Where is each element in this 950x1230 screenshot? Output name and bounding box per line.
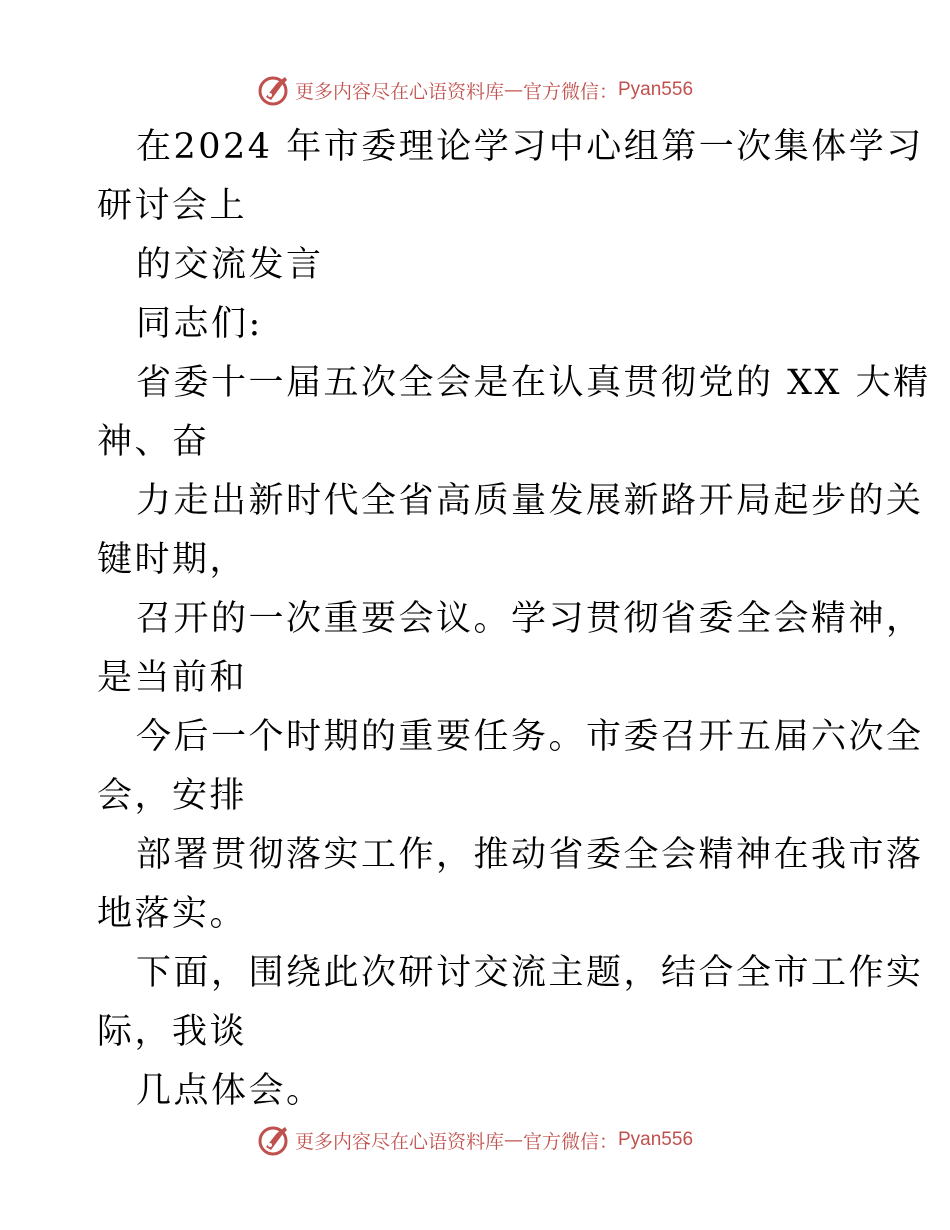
text-line: 召开的一次重要会议。学习贯彻省委全会精神， [136, 599, 924, 639]
text-line: 部署贯彻落实工作，推动省委全会精神在我市落 [136, 835, 924, 875]
text-line: 力走出新时代全省高质量发展新路开局起步的关 [136, 481, 924, 521]
watermark-sub-text: 官方微信： [522, 1130, 618, 1153]
watermark-id: Pyan556 [618, 79, 694, 100]
footer-watermark [0, 1120, 950, 1160]
text-line: 地落实。 [97, 894, 248, 934]
text-line: 研讨会上 [97, 186, 248, 226]
pen-nib-circle-icon [257, 1123, 291, 1157]
text-line: 的交流发言 [136, 245, 324, 285]
text-line: 下面，围绕此次研讨交流主题，结合全市工作实 [136, 953, 924, 993]
watermark-main-text: 更多内容尽在心语资料库 [294, 1130, 504, 1153]
text-line: 几点体会。 [136, 1071, 324, 1111]
text-line: 是当前和 [97, 658, 248, 698]
text-line: 同志们: [136, 304, 263, 344]
text-line: 际，我谈 [97, 1012, 248, 1052]
watermark-dash: — [503, 79, 523, 101]
watermark-dash: — [503, 1129, 523, 1151]
text-line: 神、奋 [97, 422, 210, 462]
watermark-main-text: 更多内容尽在心语资料库 [294, 80, 504, 103]
pen-nib-circle-icon [257, 73, 291, 107]
watermark-id: Pyan556 [618, 1129, 694, 1150]
text-line: 会，安排 [97, 776, 248, 816]
document-body [97, 118, 931, 1121]
text-line: 键时期， [97, 540, 248, 580]
watermark-sub-text: 官方微信： [522, 80, 618, 103]
text-line: 省委十一届五次全会是在认真贯彻党的 XX 大精 [136, 363, 931, 403]
text-line: 在2024 年市委理论学习中心组第一次集体学习 [136, 127, 924, 167]
header-watermark [0, 70, 950, 110]
text-line: 今后一个时期的重要任务。市委召开五届六次全 [136, 717, 924, 757]
